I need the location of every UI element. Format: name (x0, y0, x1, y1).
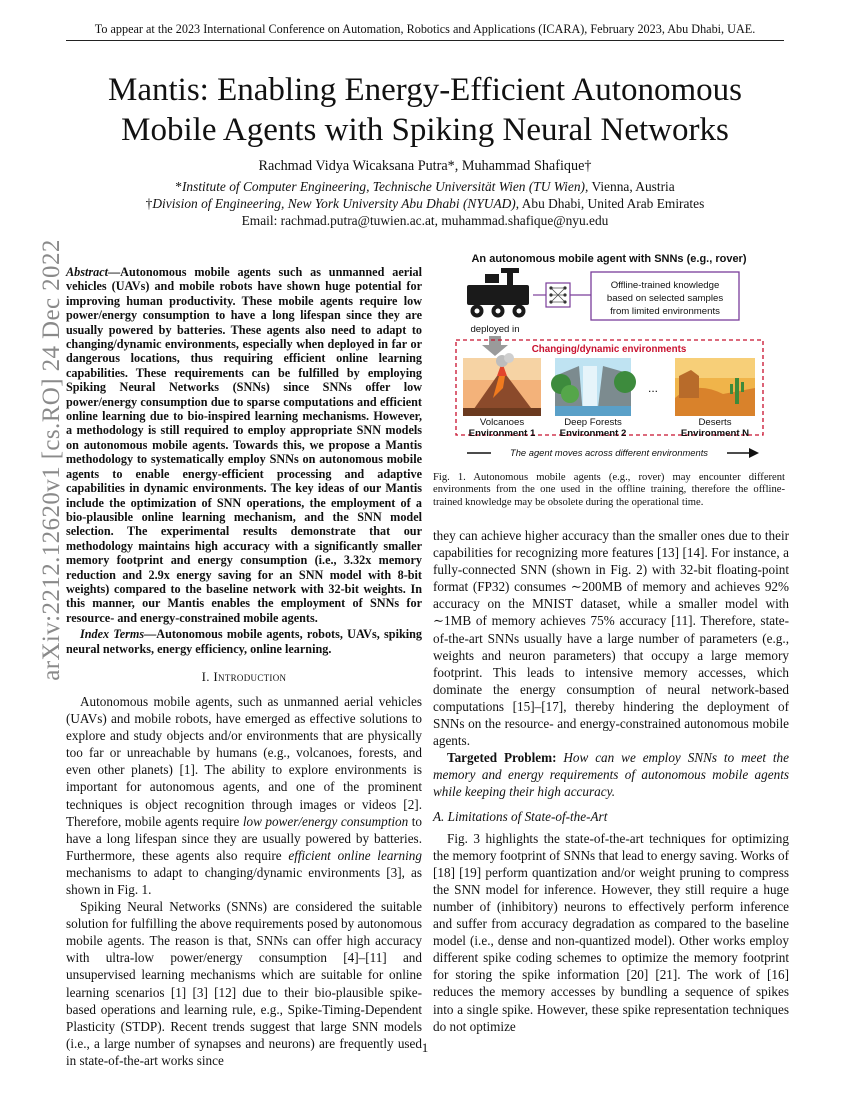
index-terms-text: Autonomous mobile agents, robots, UAVs, spiking neural networks, energy efficiency, online learning. (66, 627, 422, 656)
emphasis: efficient online learning (288, 847, 422, 863)
section-heading-introduction (66, 669, 422, 685)
affiliation-1-institute: Institute of Computer Engineering, Technische Universität Wien (TU Wien) (181, 179, 586, 194)
env2-label: Environment 2 (559, 428, 627, 439)
conference-note: To appear at the 2023 International Conference on Automation, Robotics and Applications (ICARA), February 2023, Abu Dhabi, UAE. (94, 22, 756, 36)
abstract (66, 265, 422, 625)
knowledge-line-3: from limited environments (610, 306, 720, 317)
envN-name: Deserts (698, 417, 732, 428)
section-title: Introduction (213, 668, 287, 684)
deployed-in-label: deployed in (470, 324, 520, 335)
affiliation-2-institute: Division of Engineering, New York University Abu Dhabi (NYUAD) (152, 196, 516, 211)
affiliation-2-location: , Abu Dhabi, United Arab Emirates (515, 196, 705, 211)
targeted-problem-label: Targeted Problem: (447, 750, 557, 766)
affiliation-2-mark: † (145, 196, 153, 211)
environments-title: Changing/dynamic environments (531, 344, 687, 355)
affiliation-1-mark: * (175, 179, 182, 194)
paragraph (66, 693, 422, 898)
index-terms-label: Index Terms— (80, 627, 157, 642)
paragraph: Fig. 3 highlights the state-of-the-art techniques for optimizing the memory footprint of SNNs that lead to energy saving. Works of [18] [19] perform quantization and/or weight pruning to compress the SNN model for inference. However, they still require a huge number of (inhibitory) neurons to effectively perform inference and suffer from accuracy degradation as compared to the baseline model (i.e., dense and non-quantized model). Other works employ different spike coding schemes to optimize the memory footprint for storing the spike information [20] [21]. The work of [16] reduces the memory accesses by bundling a sequence of spikes into a single spike. However, these spike representation techniques do not optimize (433, 830, 789, 1034)
text-run: mechanisms to adapt to changing/dynamic environments [3], as shown in Fig. 1. (66, 864, 422, 897)
right-column (433, 527, 789, 1035)
env1-label: Environment 1 (468, 428, 536, 439)
emphasis: low power/energy consumption (242, 813, 409, 829)
targeted-problem-text: How can we employ SNNs to meet the memory and energy requirements of autonomous mobile agents while keeping their high accuracy. (433, 750, 789, 800)
knowledge-line-2: based on selected samples (606, 293, 724, 304)
figure-1-diagram (433, 248, 785, 468)
abstract-text: Autonomous mobile agents such as unmanned aerial vehicles (UAVs) and mobile robots have shown huge potential for improving human productivity. These mobile agents require low power/energy consumption to have a long lifespan since they are usually powered by batteries. These agents also need to adapt to changing/dynamic environments, especially when deployed in far or dangerous locations, thus requiring efficient online learning capabilities. These requirements can be fulfilled by employing Spiking Neural Networks (SNNs) since SNNs offer low power/energy consumption due to sparse computations and efficient online learning due to bio-inspired learning mechanisms. However, a methodology is still required to employ appropriate SNN models on autonomous mobile agents. Towards this, we propose a Mantis methodology to systematically employ SNNs on autonomous mobile agents to enable energy-efficient processing and adaptive capabilities in dynamic environments. The key ideas of our Mantis include the optimization of SNN operations, the employment of a bio-plausible online learning mechanism, and the SNN model selection. The experimental results demonstrate that our methodology maintains high accuracy with a significantly smaller memory footprint and energy consumption (i.e., 3.32x memory reduction and 2.9x energy saving for an SNN model with 8-bit weights) compared to the baseline network with 32-bit weights. In this manner, our Mantis enables the employment of SNNs for resource- and energy-constrained mobile agents. (66, 265, 422, 625)
paper-title: Mantis: Enabling Energy-Efficient Autonomous Mobile Agents with Spiking Neural Networks (108, 72, 742, 148)
right-column-body (433, 527, 789, 1035)
subsection-heading: A. Limitations of State-of-the-Art (433, 808, 608, 824)
paragraph: they can achieve higher accuracy than the smaller ones due to their capabilities for recognizing more features [13] [14]. For instance, a fully-connected SNN (shown in Fig. 2) with 32-bit floating-point format (FP32) consumes ∼200MB of memory and achieves 92% accuracy on the MNIST dataset, while a smaller model with ∼1MB of memory achieves 75% accuracy [11]. Therefore, state-of-the-art SNNs usually have a large number of parameters (e.g., weights and neuron parameters) that occupy a large memory footprint. This leads to intensive memory accesses, which dominate the energy consumption of neural network-based computations [15]–[17], thereby hindering the deployment of SNNs on the resource- and energy-constrained autonomous mobile agents. (433, 528, 789, 749)
moves-text: The agent moves across different environments (509, 447, 709, 458)
page-number: 1 (421, 1040, 429, 1055)
affiliation-1 (0, 179, 850, 195)
env1-name: Volcanoes (479, 417, 525, 428)
left-column (66, 265, 422, 1069)
figure-1 (433, 248, 785, 468)
affiliation-2 (0, 196, 850, 212)
abstract-label: Abstract— (66, 265, 121, 279)
env2-name: Deep Forests (564, 417, 622, 428)
desert-image (675, 358, 755, 416)
targeted-problem-paragraph (433, 749, 789, 800)
knowledge-line-1: Offline-trained knowledge (610, 280, 720, 291)
index-terms (66, 627, 422, 656)
arxiv-stamp-text: arXiv:2212.12620v1 [cs.RO] 24 Dec 2022 (38, 239, 65, 681)
header-divider (66, 40, 784, 41)
envN-label: Environment N (680, 428, 750, 439)
text-run: to have a long lifespan since they are usually powered by batteries. Furthermore, these agents also require (66, 813, 422, 863)
text-run: Autonomous mobile agents, such as unmanned aerial vehicles (UAVs) and mobile robots, have emerged as effective solutions to explore and study objects and/or environments that are physically too far or unreachable by humans (e.g., volcanoes, forests, and even other planets) [1]. The ability to explore environments is important for autonomous agents, and one of the prominent techniques is object recognition through images or videos [2]. Therefore, mobile agents require (66, 693, 422, 829)
forest-image (551, 358, 636, 416)
figure-1-caption: Fig. 1. Autonomous mobile agents (e.g., rover) may encounter different environments from the one used in the offline training, therefore the offline-trained knowledge may be obsolete during the operational time. (433, 472, 785, 508)
neural-network-icon (546, 283, 570, 307)
figure-heading: An autonomous mobile agent with SNNs (e.g., rover) (471, 253, 747, 265)
author-list: Rachmad Vidya Wicaksana Putra*, Muhammad Shafique† (258, 158, 592, 174)
affiliation-1-location: , Vienna, Austria (585, 179, 675, 194)
introduction-body (66, 693, 422, 1069)
rover-icon (467, 268, 529, 318)
deploy-arrow-icon (482, 336, 508, 356)
ellipsis: ... (647, 381, 659, 395)
moves-arrowhead-icon (749, 448, 759, 458)
volcano-image (463, 353, 541, 416)
author-email: Email: rachmad.putra@tuwien.ac.at, muhammad.shafique@nyu.edu (241, 213, 609, 228)
paragraph: Spiking Neural Networks (SNNs) are considered the suitable solution for fulfilling the above requirements posed by autonomous mobile agents. The reason is that, SNNs can offer high accuracy with ultra-low power/energy consumption [4]–[11] and unsupervised learning mechanisms which are suitable for online learning scenarios [1] [3] [12] due to their bio-plausible spike-based operations and learning rule, e.g., Spike-Timing-Dependent Plasticity (STDP). Recent trends suggest that large SNN models (i.e., a large number of synapses and neurons) are frequently used in state-of-the-art works since (66, 899, 422, 1068)
section-number: I. (201, 668, 214, 684)
